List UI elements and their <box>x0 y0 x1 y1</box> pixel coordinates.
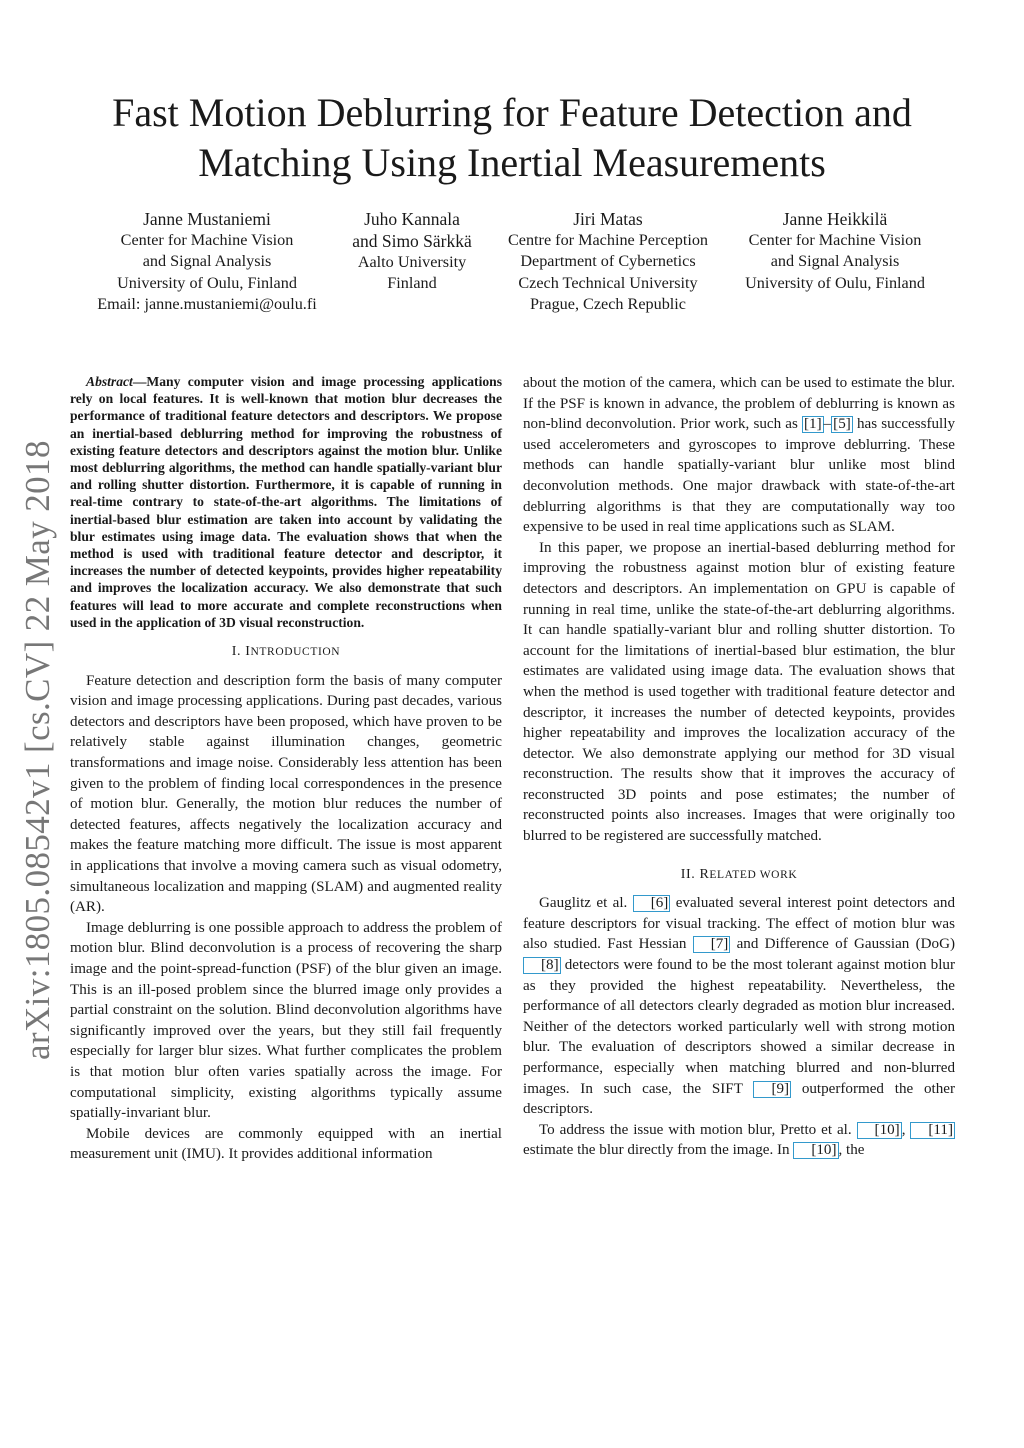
text-run: detectors were found to be the most tolerant against motion blur as they provided the highest repeatability. Nevertheless, the performance of all detectors clearly degraded as motion blur increased. Neither of the detectors worked particularly well with strong motion blur. The evaluation of descriptors showed a similar decrease in performance, especially when matching blurred and non-blurred images. In such case, the SIFT <box>523 957 955 1097</box>
left-column <box>70 373 502 1165</box>
affiliation-line: Centre for Machine Perception <box>507 231 709 249</box>
affiliation-line: University of Oulu, Finland <box>117 273 297 292</box>
section-title-initial: R <box>699 866 710 882</box>
paragraph: Feature detection and description form the basis of many computer vision and image processing applications. During past decades, various detectors and descriptors have been proposed, which have proven to be relatively stable against illumination changes, geometric transformations and image noise. Considerably less attention has been given to the problem of finding local correspondences in the presence of motion blur. Generally, the motion blur reduces the number of detected features, affects negatively the localization accuracy and makes the feature matching more difficult. The issue is most apparent in applications that involve a moving camera such as visual odometry, simultaneous localization and mapping (SLAM) and augmented reality (AR). <box>70 672 502 916</box>
text-run: , the <box>838 1142 865 1159</box>
title-line-2: Matching Using Inertial Measurements <box>198 140 826 185</box>
abstract-label: Abstract <box>86 374 133 389</box>
paragraph <box>523 1120 955 1161</box>
author-3 <box>488 208 728 315</box>
title-line-1: Fast Motion Deblurring for Feature Detection and <box>112 90 912 135</box>
affiliation-line: Center for Machine Vision <box>748 231 922 249</box>
text-run: about the motion of the camera, which can be used to estimate the blur. If the PSF is known in advance, the problem of deblurring is known as non-blind deconvolution. Prior work, such as <box>523 375 955 433</box>
author-email: Email: janne.mustaniemi@oulu.fi <box>97 294 317 313</box>
citation-link[interactable]: [5] <box>833 416 851 433</box>
affiliation-line: Czech Technical University <box>518 273 698 292</box>
affiliation-line: Center for Machine Vision <box>120 231 294 249</box>
text-run: and Difference of Gaussian (DoG) <box>730 936 955 953</box>
citation-link[interactable]: [7] <box>693 936 731 953</box>
abstract <box>70 373 502 631</box>
paragraph: In this paper, we propose an inertial-based deblurring method for improving the robustness against motion blur of existing feature detectors and descriptors. An implementation on GPU is capable of running in real time, unlike the state-of-the-art deblurring algorithms. It can handle spatially-variant blur and rolling shutter distortion. To account for the limitations of inertial-based blur estimation, the blur estimates are validated using image data. The evaluation shows that when the method is used together with traditional feature detector and descriptor, it increases the number of detected keypoints, provides higher repeatability and improves the localization accuracy of the detector. We also demonstrate applying our method for 3D visual reconstruction. The results show that it improves the accuracy of reconstructed 3D points and pose estimates; the number of reconstructed points also increases. Images that were originally too blurred to be registered are successfully matched. <box>523 539 955 845</box>
author-2 <box>332 208 492 295</box>
arxiv-identifier: arXiv:1805.08542v1 [cs.CV] 22 May 2018 <box>18 440 57 1060</box>
citation-link[interactable]: [10] <box>857 1122 902 1139</box>
section-heading-related-work <box>523 865 955 886</box>
author-1 <box>75 208 339 315</box>
citation-link[interactable]: [1] <box>804 416 822 433</box>
author-name: Juho Kannala <box>364 209 460 229</box>
author-4 <box>722 208 948 294</box>
section-number: I. <box>231 644 246 660</box>
text-run: evaluated several interest point detectors and feature descriptors for visual tracking. The effect of motion blur was also studied. Fast Hessian <box>523 895 955 953</box>
section-title-rest: NTRODUCTION <box>250 646 341 659</box>
text-run: , <box>901 1121 911 1138</box>
affiliation-line: Department of Cybernetics <box>520 252 696 271</box>
abstract-text: —Many computer vision and image processing applications rely on local features. It is well-known that motion blur decreases the performance of traditional feature detectors and descriptors. We propose an inertial-based deblurring method for improving the robustness of existing feature detectors and descriptors against the motion blur. Unlike most deblurring algorithms, the method can handle spatially-variant blur and rolling shutter distortion. Furthermore, it is capable of running in real-time contrary to state-of-the-art algorithms. The limitations of inertial-based blur estimation are taken into account by validating the blur estimates using image data. The evaluation shows that when the method is used with traditional feature detector and descriptor, it increases the number of detected keypoints, provides higher repeatability and improves the localization accuracy. We also demonstrate that such features will lead to more accurate and complete reconstructions when used in the application of 3D visual reconstruction. <box>70 374 502 630</box>
author-name: and Simo Särkkä <box>352 231 472 251</box>
paragraph: Image deblurring is one possible approach to address the problem of motion blur. Blind deconvolution is a process of recovering the sharp image and the point-spread-function (PSF) of the blur given an image. This is an ill-posed problem since the blurred image only provides a partial constraint on the solution. Blind deconvolution algorithms have significantly improved over the years, but they still fail frequently especially for larger blur sizes. What further complicates the problem is that motion blur often varies spatially across the image. For computational simplicity, existing algorithms typically assume spatially-invariant blur. <box>70 919 502 1122</box>
text-run: – <box>823 416 832 433</box>
author-name: Janne Heikkilä <box>782 209 888 229</box>
section-title-rest: ELATED WORK <box>709 868 798 881</box>
text-run: To address the issue with motion blur, Pretto et al. <box>539 1121 857 1138</box>
text-run: Gauglitz et al. <box>539 895 633 912</box>
affiliation-line: Prague, Czech Republic <box>530 294 686 313</box>
text-run: has successfully used accelerometers and gyroscopes to improve deblurring. These methods can handle spatially-variant blur unlike most blind deconvolution methods. One major drawback with state-of-the-art deblurring algorithms is that they are computationally way too expensive to be used in real time applications such as SLAM. <box>523 416 955 536</box>
right-column <box>523 373 955 1161</box>
paper-title <box>60 88 964 188</box>
citation-link[interactable]: [6] <box>633 895 671 912</box>
text-run: outperformed the other descriptors. <box>523 1080 956 1118</box>
citation-link[interactable]: [10] <box>793 1142 838 1159</box>
section-title-initial: I <box>245 644 251 660</box>
section-heading-introduction <box>70 642 502 663</box>
paragraph: Mobile devices are commonly equipped with an inertial measurement unit (IMU). It provides additional information <box>70 1125 502 1163</box>
affiliation-line: and Signal Analysis <box>142 252 272 271</box>
citation-link[interactable]: [9] <box>753 1081 791 1098</box>
section-number: II. <box>680 866 700 882</box>
paragraph <box>523 893 955 1120</box>
text-run: estimate the blur directly from the image. In <box>523 1142 794 1159</box>
affiliation-line: and Signal Analysis <box>770 252 900 271</box>
author-name: Janne Mustaniemi <box>143 209 271 229</box>
affiliation-line: Finland <box>387 274 437 293</box>
affiliation-line: University of Oulu, Finland <box>745 273 925 292</box>
citation-link[interactable]: [8] <box>523 957 561 974</box>
citation-link[interactable]: [11] <box>910 1122 955 1139</box>
affiliation-line: Aalto University <box>357 253 467 271</box>
paragraph <box>523 373 955 538</box>
author-name: Jiri Matas <box>573 209 643 229</box>
